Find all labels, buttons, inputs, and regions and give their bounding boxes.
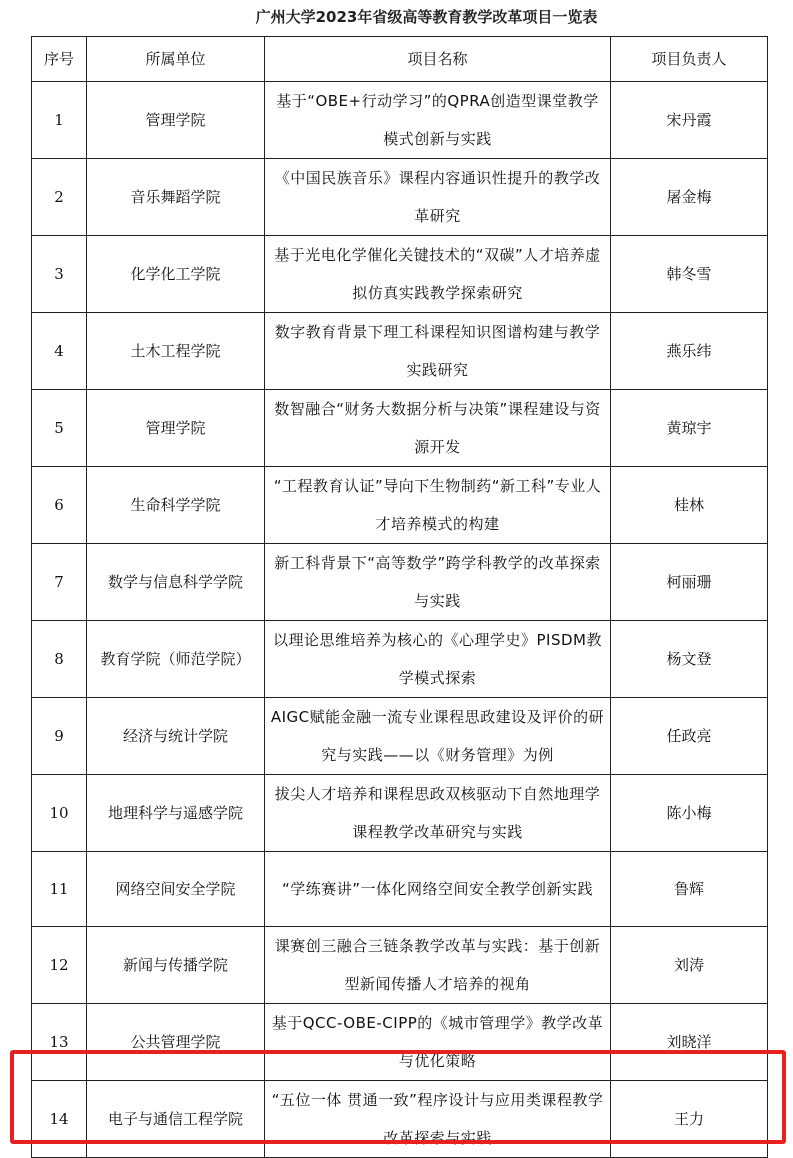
- row-number: 14: [32, 1081, 87, 1158]
- header-unit: 所属单位: [87, 37, 265, 82]
- row-number: 3: [32, 236, 87, 313]
- row-number: 11: [32, 852, 87, 927]
- row-unit: 地理科学与遥感学院: [87, 775, 265, 852]
- row-project-name: 拔尖人才培养和课程思政双核驱动下自然地理学课程教学改革研究与实践: [265, 775, 611, 852]
- table-row: [32, 236, 768, 313]
- table-row: [32, 1081, 768, 1158]
- table-row: [32, 621, 768, 698]
- row-unit: 生命科学学院: [87, 467, 265, 544]
- row-project-name: 课赛创三融合三链条教学改革与实践：基于创新型新闻传播人才培养的视角: [265, 927, 611, 1004]
- table-row: [32, 313, 768, 390]
- row-unit: 管理学院: [87, 390, 265, 467]
- row-leader: 刘晓洋: [611, 1004, 768, 1081]
- row-unit: 网络空间安全学院: [87, 852, 265, 927]
- page-title: 广州大学2023年省级高等教育教学改革项目一览表: [255, 8, 598, 26]
- row-leader: 宋丹霞: [611, 82, 768, 159]
- row-project-name: 新工科背景下“高等数学”跨学科教学的改革探索与实践: [265, 544, 611, 621]
- table-row: [32, 544, 768, 621]
- row-project-name: 以理论思维培养为核心的《心理学史》PISDM教学模式探索: [265, 621, 611, 698]
- row-project-name: 基于“OBE+行动学习”的QPRA创造型课堂教学模式创新与实践: [265, 82, 611, 159]
- row-unit: 数学与信息科学学院: [87, 544, 265, 621]
- row-project-name: 数智融合“财务大数据分析与决策”课程建设与资源开发: [265, 390, 611, 467]
- row-unit: 土木工程学院: [87, 313, 265, 390]
- header-leader: 项目负责人: [611, 37, 768, 82]
- row-project-name: “学练赛讲”一体化网络空间安全教学创新实践: [265, 852, 611, 927]
- row-unit: 新闻与传播学院: [87, 927, 265, 1004]
- header-no: 序号: [32, 37, 87, 82]
- table-row: [32, 698, 768, 775]
- row-number: 6: [32, 467, 87, 544]
- table-row: [32, 775, 768, 852]
- header-project: 项目名称: [265, 37, 611, 82]
- row-number: 8: [32, 621, 87, 698]
- row-leader: 任政亮: [611, 698, 768, 775]
- row-unit: 教育学院（师范学院）: [87, 621, 265, 698]
- row-unit: 管理学院: [87, 82, 265, 159]
- row-number: 7: [32, 544, 87, 621]
- row-number: 9: [32, 698, 87, 775]
- table-row: [32, 82, 768, 159]
- table-row: [32, 927, 768, 1004]
- table-row: [32, 390, 768, 467]
- row-number: 4: [32, 313, 87, 390]
- row-leader: 王力: [611, 1081, 768, 1158]
- row-unit: 化学化工学院: [87, 236, 265, 313]
- row-leader: 燕乐纬: [611, 313, 768, 390]
- row-unit: 电子与通信工程学院: [87, 1081, 265, 1158]
- row-project-name: 《中国民族音乐》课程内容通识性提升的教学改革研究: [265, 159, 611, 236]
- row-unit: 公共管理学院: [87, 1004, 265, 1081]
- row-project-name: “工程教育认证”导向下生物制药“新工科”专业人才培养模式的构建: [265, 467, 611, 544]
- row-leader: 柯丽珊: [611, 544, 768, 621]
- table-row: [32, 852, 768, 927]
- row-unit: 经济与统计学院: [87, 698, 265, 775]
- header-row: [32, 37, 768, 82]
- row-leader: 杨文登: [611, 621, 768, 698]
- table-row: [32, 467, 768, 544]
- row-project-name: AIGC赋能金融一流专业课程思政建设及评价的研究与实践——以《财务管理》为例: [265, 698, 611, 775]
- row-leader: 桂林: [611, 467, 768, 544]
- table-row: [32, 1004, 768, 1081]
- row-number: 12: [32, 927, 87, 1004]
- table-row: [32, 159, 768, 236]
- projects-table: [31, 36, 768, 1158]
- row-leader: 刘涛: [611, 927, 768, 1004]
- row-number: 2: [32, 159, 87, 236]
- row-number: 1: [32, 82, 87, 159]
- row-number: 10: [32, 775, 87, 852]
- row-number: 5: [32, 390, 87, 467]
- row-project-name: 数字教育背景下理工科课程知识图谱构建与教学实践研究: [265, 313, 611, 390]
- row-project-name: 基于QCC-OBE-CIPP的《城市管理学》教学改革与优化策略: [265, 1004, 611, 1081]
- row-number: 13: [32, 1004, 87, 1081]
- row-leader: 屠金梅: [611, 159, 768, 236]
- row-project-name: “五位一体 贯通一致”程序设计与应用类课程教学改革探索与实践: [265, 1081, 611, 1158]
- row-project-name: 基于光电化学催化关键技术的“双碳”人才培养虚拟仿真实践教学探索研究: [265, 236, 611, 313]
- row-leader: 黄琼宇: [611, 390, 768, 467]
- row-leader: 陈小梅: [611, 775, 768, 852]
- row-leader: 韩冬雪: [611, 236, 768, 313]
- row-unit: 音乐舞蹈学院: [87, 159, 265, 236]
- row-leader: 鲁辉: [611, 852, 768, 927]
